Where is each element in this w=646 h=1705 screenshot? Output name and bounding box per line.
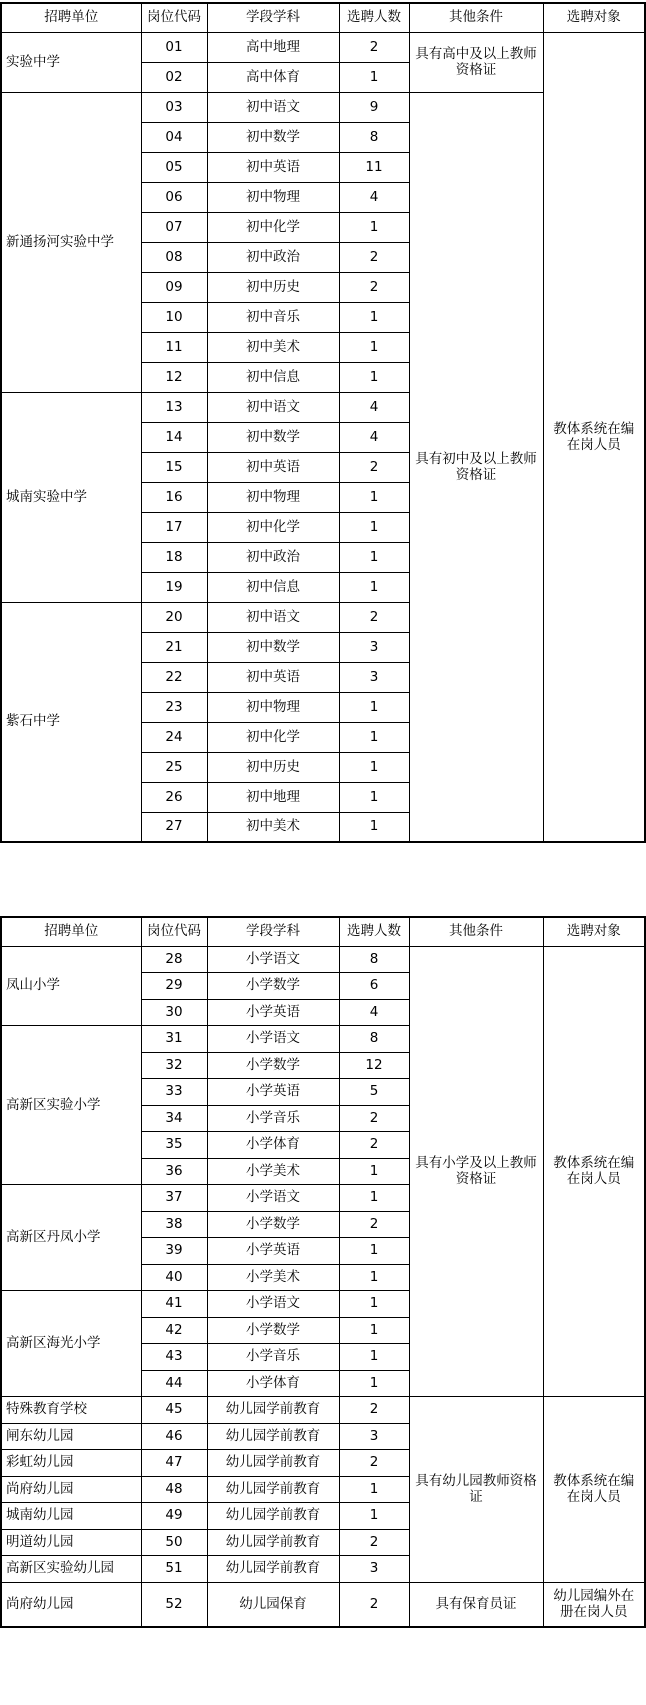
subject: 初中英语 [207, 152, 339, 182]
subject: 初中化学 [207, 212, 339, 242]
recruitment-table-1 [0, 2, 646, 843]
target-cell: 幼儿园编外在册在岗人员 [543, 1582, 645, 1627]
subject: 初中数学 [207, 122, 339, 152]
recruit-count: 1 [339, 1317, 409, 1344]
position-code: 41 [141, 1291, 207, 1318]
recruit-count: 1 [339, 332, 409, 362]
subject: 小学数学 [207, 1211, 339, 1238]
recruit-count: 2 [339, 1450, 409, 1477]
subject: 初中信息 [207, 572, 339, 602]
position-code: 39 [141, 1238, 207, 1265]
position-code: 52 [141, 1582, 207, 1627]
subject: 初中音乐 [207, 302, 339, 332]
position-code: 10 [141, 302, 207, 332]
column-header: 选聘对象 [543, 3, 645, 32]
column-header: 岗位代码 [141, 917, 207, 946]
position-code: 23 [141, 692, 207, 722]
subject: 初中地理 [207, 782, 339, 812]
column-header: 学段学科 [207, 3, 339, 32]
condition-cell: 具有高中及以上教师资格证 [409, 32, 543, 92]
recruit-count: 1 [339, 1238, 409, 1265]
position-code: 35 [141, 1132, 207, 1159]
recruit-count: 3 [339, 1556, 409, 1583]
recruit-count: 2 [339, 1582, 409, 1627]
recruit-count: 2 [339, 1529, 409, 1556]
column-header: 招聘单位 [1, 917, 141, 946]
recruit-count: 1 [339, 1344, 409, 1371]
position-code: 06 [141, 182, 207, 212]
subject: 高中体育 [207, 62, 339, 92]
position-code: 44 [141, 1370, 207, 1397]
recruit-count: 1 [339, 1185, 409, 1212]
subject: 幼儿园学前教育 [207, 1397, 339, 1424]
position-code: 21 [141, 632, 207, 662]
position-code: 33 [141, 1079, 207, 1106]
recruit-count: 8 [339, 1026, 409, 1053]
position-code: 31 [141, 1026, 207, 1053]
subject: 小学英语 [207, 999, 339, 1026]
subject: 初中历史 [207, 752, 339, 782]
position-code: 22 [141, 662, 207, 692]
recruit-count: 6 [339, 973, 409, 1000]
position-code: 30 [141, 999, 207, 1026]
subject: 小学数学 [207, 973, 339, 1000]
recruit-count: 4 [339, 182, 409, 212]
recruit-count: 2 [339, 1397, 409, 1424]
recruit-count: 4 [339, 999, 409, 1026]
target-cell: 教体系统在编在岗人员 [543, 32, 645, 842]
unit-cell: 实验中学 [1, 32, 141, 92]
position-code: 48 [141, 1476, 207, 1503]
subject: 小学英语 [207, 1079, 339, 1106]
recruit-count: 1 [339, 722, 409, 752]
recruit-count: 8 [339, 122, 409, 152]
subject: 小学数学 [207, 1052, 339, 1079]
recruit-count: 2 [339, 272, 409, 302]
subject: 初中政治 [207, 542, 339, 572]
subject: 小学语文 [207, 1026, 339, 1053]
position-code: 18 [141, 542, 207, 572]
position-code: 46 [141, 1423, 207, 1450]
condition-cell: 具有小学及以上教师资格证 [409, 946, 543, 1397]
subject: 初中化学 [207, 722, 339, 752]
position-code: 09 [141, 272, 207, 302]
position-code: 11 [141, 332, 207, 362]
subject: 初中英语 [207, 662, 339, 692]
unit-cell: 城南幼儿园 [1, 1503, 141, 1530]
recruit-count: 2 [339, 1132, 409, 1159]
unit-cell: 高新区丹凤小学 [1, 1185, 141, 1291]
position-code: 08 [141, 242, 207, 272]
column-header: 选聘对象 [543, 917, 645, 946]
recruit-count: 1 [339, 1370, 409, 1397]
subject: 初中数学 [207, 632, 339, 662]
unit-cell: 明道幼儿园 [1, 1529, 141, 1556]
recruitment-table-2 [0, 916, 646, 1628]
position-code: 24 [141, 722, 207, 752]
position-code: 12 [141, 362, 207, 392]
position-code: 03 [141, 92, 207, 122]
position-code: 14 [141, 422, 207, 452]
position-code: 13 [141, 392, 207, 422]
subject: 初中语文 [207, 92, 339, 122]
unit-cell: 闸东幼儿园 [1, 1423, 141, 1450]
target-cell: 教体系统在编在岗人员 [543, 946, 645, 1397]
recruit-count: 1 [339, 782, 409, 812]
position-code: 26 [141, 782, 207, 812]
recruit-count: 1 [339, 62, 409, 92]
position-code: 02 [141, 62, 207, 92]
unit-cell: 高新区实验幼儿园 [1, 1556, 141, 1583]
column-header: 招聘单位 [1, 3, 141, 32]
position-code: 20 [141, 602, 207, 632]
column-header: 岗位代码 [141, 3, 207, 32]
recruit-count: 5 [339, 1079, 409, 1106]
recruit-count: 1 [339, 1503, 409, 1530]
recruit-count: 2 [339, 1211, 409, 1238]
recruit-count: 1 [339, 512, 409, 542]
unit-cell: 紫石中学 [1, 602, 141, 842]
condition-cell: 具有幼儿园教师资格证 [409, 1397, 543, 1583]
subject: 幼儿园学前教育 [207, 1529, 339, 1556]
column-header: 其他条件 [409, 3, 543, 32]
recruit-count: 2 [339, 602, 409, 632]
recruit-count: 11 [339, 152, 409, 182]
position-code: 50 [141, 1529, 207, 1556]
table-row [1, 1397, 645, 1424]
condition-cell: 具有保育员证 [409, 1582, 543, 1627]
subject: 初中美术 [207, 812, 339, 842]
position-code: 27 [141, 812, 207, 842]
recruit-count: 1 [339, 362, 409, 392]
subject: 小学体育 [207, 1370, 339, 1397]
recruit-count: 1 [339, 542, 409, 572]
subject: 幼儿园学前教育 [207, 1423, 339, 1450]
position-code: 16 [141, 482, 207, 512]
recruit-count: 2 [339, 242, 409, 272]
recruit-count: 1 [339, 1476, 409, 1503]
recruit-count: 1 [339, 812, 409, 842]
condition-cell: 具有初中及以上教师资格证 [409, 92, 543, 842]
position-code: 40 [141, 1264, 207, 1291]
recruit-count: 1 [339, 692, 409, 722]
header-row [1, 3, 645, 32]
position-code: 45 [141, 1397, 207, 1424]
unit-cell: 高新区海光小学 [1, 1291, 141, 1397]
table-row [1, 946, 645, 973]
recruit-count: 1 [339, 1291, 409, 1318]
subject: 小学英语 [207, 1238, 339, 1265]
subject: 小学音乐 [207, 1105, 339, 1132]
table-row [1, 1582, 645, 1627]
table-row [1, 32, 645, 62]
position-code: 34 [141, 1105, 207, 1132]
position-code: 49 [141, 1503, 207, 1530]
subject: 幼儿园学前教育 [207, 1556, 339, 1583]
recruit-count: 1 [339, 1264, 409, 1291]
subject: 小学语文 [207, 946, 339, 973]
position-code: 47 [141, 1450, 207, 1477]
recruit-count: 2 [339, 32, 409, 62]
subject: 幼儿园学前教育 [207, 1450, 339, 1477]
recruit-count: 12 [339, 1052, 409, 1079]
column-header: 选聘人数 [339, 3, 409, 32]
subject: 初中物理 [207, 692, 339, 722]
subject: 初中语文 [207, 392, 339, 422]
unit-cell: 特殊教育学校 [1, 1397, 141, 1424]
position-code: 42 [141, 1317, 207, 1344]
subject: 幼儿园学前教育 [207, 1476, 339, 1503]
subject: 初中语文 [207, 602, 339, 632]
position-code: 28 [141, 946, 207, 973]
recruit-count: 1 [339, 752, 409, 782]
position-code: 29 [141, 973, 207, 1000]
subject: 初中物理 [207, 182, 339, 212]
position-code: 05 [141, 152, 207, 182]
position-code: 38 [141, 1211, 207, 1238]
recruit-count: 2 [339, 1105, 409, 1132]
target-cell: 教体系统在编在岗人员 [543, 1397, 645, 1583]
subject: 小学美术 [207, 1264, 339, 1291]
header-row [1, 917, 645, 946]
recruit-count: 1 [339, 302, 409, 332]
unit-cell: 尚府幼儿园 [1, 1582, 141, 1627]
subject: 初中美术 [207, 332, 339, 362]
position-code: 32 [141, 1052, 207, 1079]
unit-cell: 新通扬河实验中学 [1, 92, 141, 392]
recruit-count: 1 [339, 212, 409, 242]
position-code: 01 [141, 32, 207, 62]
recruit-count: 1 [339, 1158, 409, 1185]
position-code: 17 [141, 512, 207, 542]
recruit-count: 4 [339, 392, 409, 422]
subject: 初中历史 [207, 272, 339, 302]
subject: 初中化学 [207, 512, 339, 542]
position-code: 15 [141, 452, 207, 482]
subject: 初中信息 [207, 362, 339, 392]
subject: 小学体育 [207, 1132, 339, 1159]
unit-cell: 高新区实验小学 [1, 1026, 141, 1185]
position-code: 07 [141, 212, 207, 242]
recruit-count: 3 [339, 662, 409, 692]
recruit-count: 1 [339, 482, 409, 512]
column-header: 选聘人数 [339, 917, 409, 946]
subject: 小学数学 [207, 1317, 339, 1344]
position-code: 37 [141, 1185, 207, 1212]
recruit-count: 1 [339, 572, 409, 602]
column-header: 其他条件 [409, 917, 543, 946]
position-code: 19 [141, 572, 207, 602]
subject: 幼儿园保育 [207, 1582, 339, 1627]
subject: 小学语文 [207, 1185, 339, 1212]
subject: 小学音乐 [207, 1344, 339, 1371]
column-header: 学段学科 [207, 917, 339, 946]
subject: 小学美术 [207, 1158, 339, 1185]
position-code: 36 [141, 1158, 207, 1185]
unit-cell: 彩虹幼儿园 [1, 1450, 141, 1477]
subject: 高中地理 [207, 32, 339, 62]
unit-cell: 城南实验中学 [1, 392, 141, 602]
position-code: 25 [141, 752, 207, 782]
recruit-count: 3 [339, 1423, 409, 1450]
recruit-count: 2 [339, 452, 409, 482]
position-code: 04 [141, 122, 207, 152]
recruit-count: 4 [339, 422, 409, 452]
subject: 初中物理 [207, 482, 339, 512]
position-code: 51 [141, 1556, 207, 1583]
recruit-count: 9 [339, 92, 409, 122]
unit-cell: 凤山小学 [1, 946, 141, 1026]
subject: 初中数学 [207, 422, 339, 452]
unit-cell: 尚府幼儿园 [1, 1476, 141, 1503]
position-code: 43 [141, 1344, 207, 1371]
subject: 幼儿园学前教育 [207, 1503, 339, 1530]
subject: 小学语文 [207, 1291, 339, 1318]
subject: 初中政治 [207, 242, 339, 272]
subject: 初中英语 [207, 452, 339, 482]
recruit-count: 3 [339, 632, 409, 662]
recruit-count: 8 [339, 946, 409, 973]
